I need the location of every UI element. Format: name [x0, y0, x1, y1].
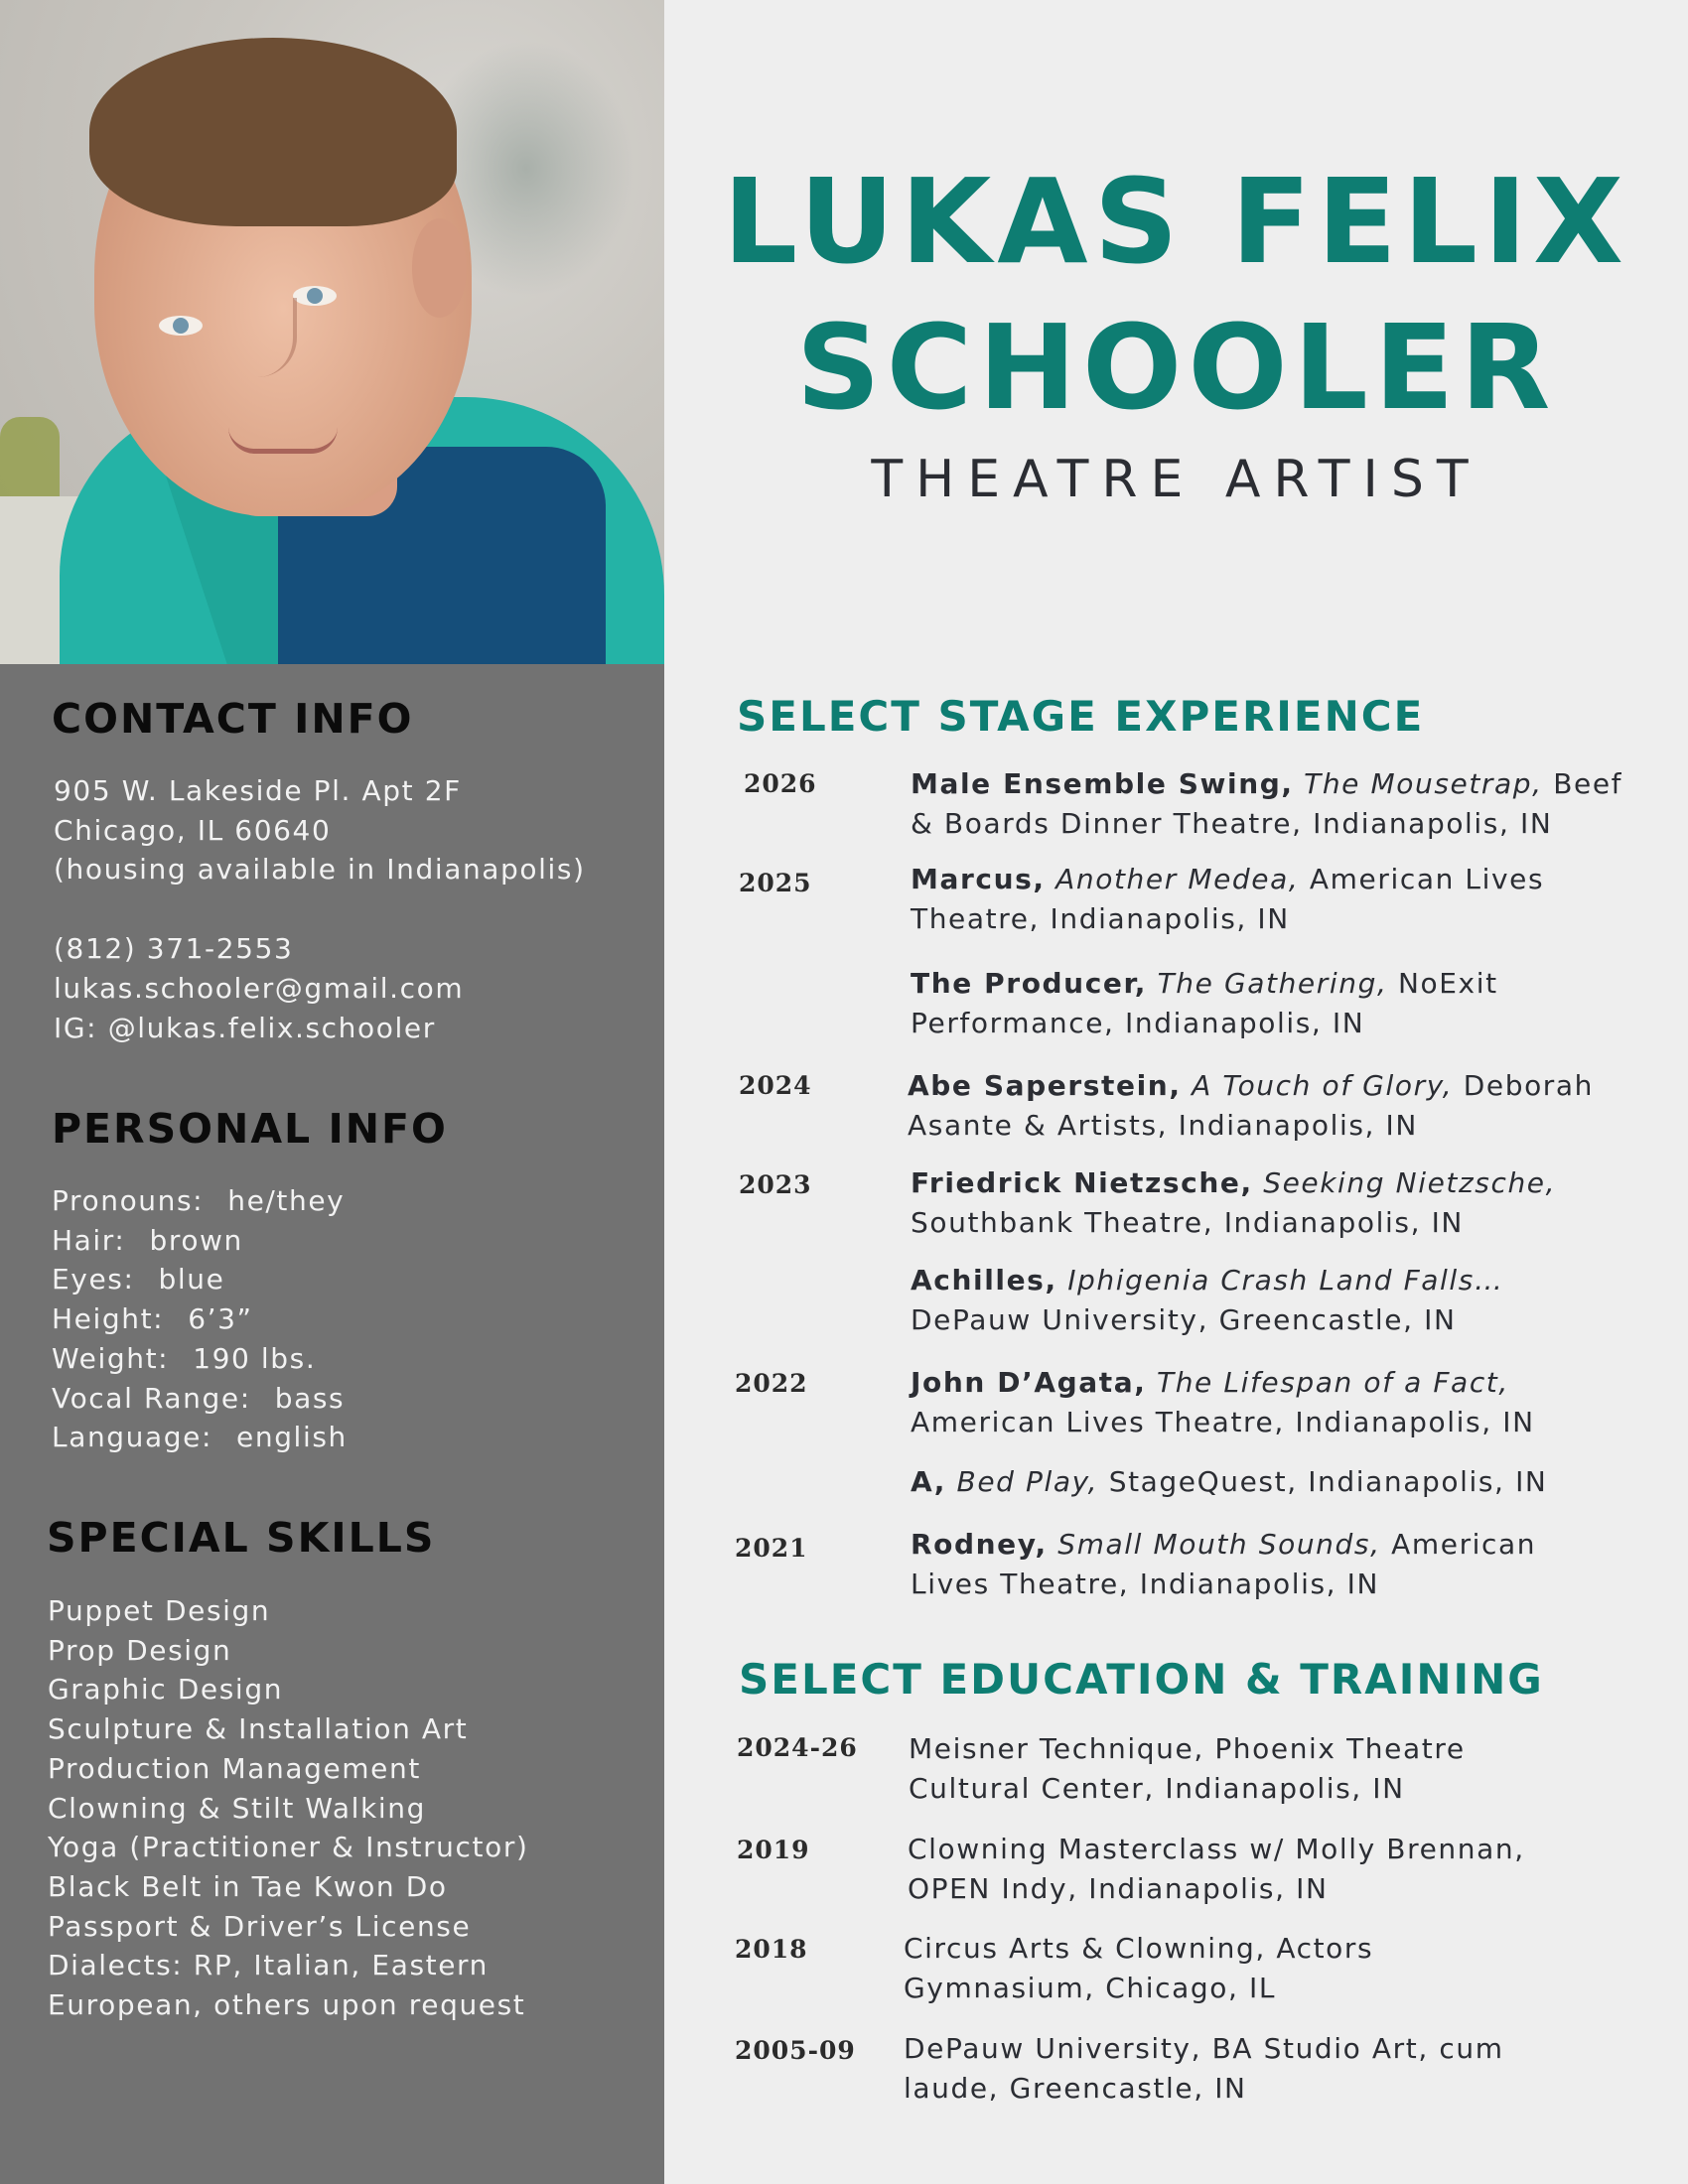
education-entry: Circus Arts & Clowning, Actors Gymnasium, Chicago, IL: [904, 1932, 1374, 2004]
education-entry: Clowning Masterclass w/ Molly Brennan, OPEN Indy, Indianapolis, IN: [908, 1833, 1525, 1905]
name-line-1: LUKAS FELIX: [723, 153, 1629, 290]
personal-heading: PERSONAL INFO: [52, 1105, 448, 1153]
year-label: 2024: [739, 1071, 812, 1100]
stage-entry: Rodney, Small Mouth Sounds, American Lives Theatre, Indianapolis, IN: [911, 1528, 1537, 1600]
year-label: 2018: [735, 1935, 808, 1964]
address-line: 905 W. Lakeside Pl. Apt 2F: [54, 774, 462, 807]
year-label: 2022: [735, 1369, 808, 1398]
year-label: 2005-09: [735, 2036, 856, 2065]
skill-item: Passport & Driver’s License: [48, 1909, 472, 1943]
education-heading: SELECT EDUCATION & TRAINING: [739, 1655, 1544, 1704]
address-line: Chicago, IL 60640: [54, 813, 332, 847]
education-entry: Meisner Technique, Phoenix Theatre Cultural Center, Indianapolis, IN: [909, 1732, 1466, 1805]
stage-entry: John D’Agata, The Lifespan of a Fact, American Lives Theatre, Indianapolis, IN: [911, 1366, 1535, 1438]
skills-heading: SPECIAL SKILLS: [47, 1514, 436, 1562]
contact-heading: CONTACT INFO: [52, 695, 414, 743]
skill-item: Clowning & Stilt Walking: [48, 1791, 426, 1825]
personal-item: Pronouns: he/they: [52, 1184, 346, 1217]
address-line: (housing available in Indianapolis): [54, 853, 586, 887]
year-label: 2025: [739, 869, 812, 897]
personal-info: [52, 1181, 348, 1457]
personal-item: Weight: 190 lbs.: [52, 1341, 317, 1375]
job-title: THEATRE ARTIST: [871, 450, 1481, 509]
personal-item: Eyes: blue: [52, 1263, 225, 1297]
headshot-photo: [0, 0, 664, 664]
skill-item: Puppet Design: [48, 1594, 271, 1627]
stage-entry: Marcus, Another Medea, American Lives Theatre, Indianapolis, IN: [911, 863, 1545, 935]
sidebar: [0, 0, 664, 2184]
year-label: 2024-26: [737, 1733, 858, 1762]
stage-entry: Achilles, Iphigenia Crash Land Falls… DePauw University, Greencastle, IN: [911, 1264, 1504, 1336]
education-entry: DePauw University, BA Studio Art, cum laude, Greencastle, IN: [904, 2032, 1504, 2105]
stage-entry: The Producer, The Gathering, NoExit Performance, Indianapolis, IN: [911, 967, 1498, 1039]
instagram-handle: IG: @lukas.felix.schooler: [54, 1011, 436, 1044]
stage-heading: SELECT STAGE EXPERIENCE: [737, 692, 1425, 741]
contact-info: [54, 771, 586, 1047]
skill-item: Prop Design: [48, 1633, 232, 1667]
year-label: 2019: [737, 1836, 810, 1864]
year-label: 2021: [735, 1534, 808, 1563]
stage-entry: Male Ensemble Swing, The Mousetrap, Beef & Boards Dinner Theatre, Indianapolis, IN: [911, 767, 1623, 840]
skill-item: Graphic Design: [48, 1673, 284, 1706]
email-address: lukas.schooler@gmail.com: [54, 971, 465, 1005]
skill-item: Dialects: RP, Italian, Eastern: [48, 1949, 490, 1982]
stage-entry: Friedrick Nietzsche, Seeking Nietzsche, Southbank Theatre, Indianapolis, IN: [911, 1166, 1557, 1239]
stage-entry: Abe Saperstein, A Touch of Glory, Deborah Asante & Artists, Indianapolis, IN: [908, 1069, 1595, 1142]
personal-item: Language: english: [52, 1421, 348, 1454]
phone-number: (812) 371-2553: [54, 932, 294, 966]
skill-item: European, others upon request: [48, 1988, 526, 2022]
personal-item: Height: 6’3”: [52, 1302, 253, 1336]
skill-item: Production Management: [48, 1751, 421, 1785]
stage-entry: A, Bed Play, StageQuest, Indianapolis, IN: [911, 1465, 1548, 1498]
personal-item: Hair: brown: [52, 1223, 243, 1257]
skill-item: Black Belt in Tae Kwon Do: [48, 1869, 448, 1903]
name-line-2: SCHOOLER: [795, 299, 1557, 436]
year-label: 2026: [744, 769, 817, 798]
personal-item: Vocal Range: bass: [52, 1381, 346, 1415]
skills-list: [48, 1591, 528, 2025]
skill-item: Yoga (Practitioner & Instructor): [48, 1831, 529, 1864]
year-label: 2023: [739, 1170, 812, 1199]
skill-item: Sculpture & Installation Art: [48, 1712, 469, 1746]
